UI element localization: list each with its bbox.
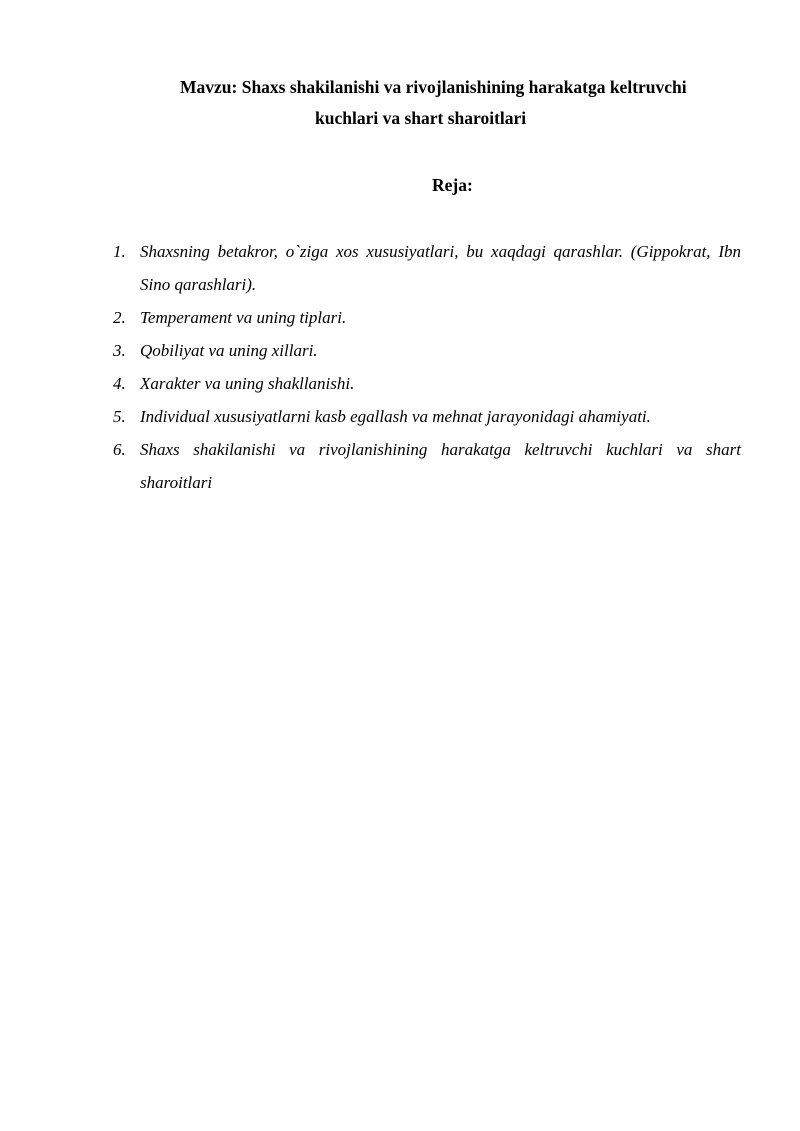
plan-item-number: 1. (113, 242, 126, 261)
plan-item-text: Shaxs shakilanishi va rivojlanishining harakatga keltruvchi kuchlari va shart sharoitlari (140, 440, 741, 492)
plan-item (113, 334, 741, 367)
plan-item (113, 367, 741, 400)
plan-item-number: 4. (113, 374, 126, 393)
plan-list (113, 235, 741, 499)
plan-item-text: Temperament va uning tiplari. (140, 308, 347, 327)
plan-item-text: Individual xususiyatlarni kasb egallash va mehnat jarayonidagi ahamiyati. (140, 407, 651, 426)
plan-item-text: Shaxsning betakror, o`ziga xos xususiyatlari, bu xaqdagi qarashlar. (Gippokrat, Ibn Sino qarashlari). (140, 242, 741, 294)
plan-heading: Reja: (432, 175, 473, 195)
plan-item (113, 235, 741, 301)
plan-item-number: 6. (113, 440, 126, 459)
plan-item-text: Qobiliyat va uning xillari. (140, 341, 318, 360)
plan-item (113, 301, 741, 334)
document-title-line-1: Mavzu: Shaxs shakilanishi va rivojlanishining harakatga keltruvchi (180, 77, 687, 97)
document-title-line-2: kuchlari va shart sharoitlari (315, 108, 527, 128)
plan-item-text: Xarakter va uning shakllanishi. (140, 374, 355, 393)
plan-item-number: 2. (113, 308, 126, 327)
plan-item-number: 3. (113, 341, 126, 360)
plan-item-number: 5. (113, 407, 126, 426)
plan-item (113, 400, 741, 433)
plan-item (113, 433, 741, 499)
